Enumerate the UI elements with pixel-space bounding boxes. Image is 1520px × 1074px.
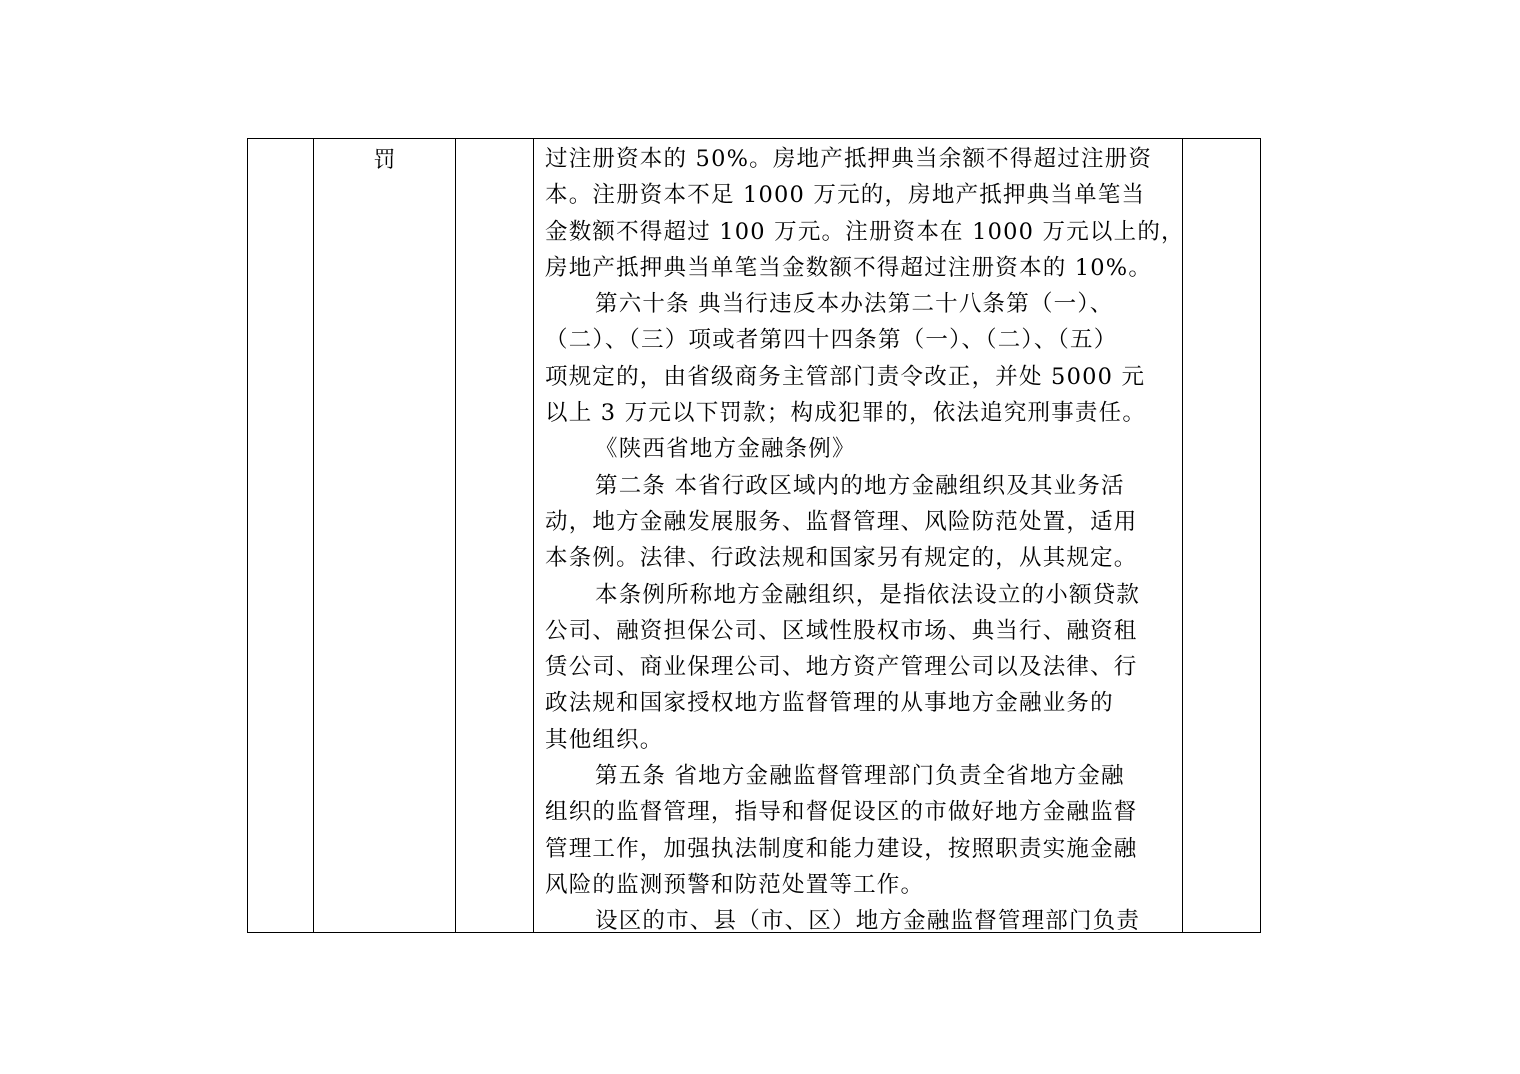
text-line: （二）、（三）项或者第四十四条第（一）、（二）、（五） xyxy=(545,327,1118,354)
legal-text-cell xyxy=(545,141,1185,940)
text-line: 房地产抵押典当单笔当金数额不得超过注册资本的 10%。 xyxy=(545,254,1153,281)
text-line: 赁公司、商业保理公司、地方资产管理公司以及法律、行 xyxy=(545,654,1138,681)
text-line: 动，地方金融发展服务、监督管理、风险防范处置，适用 xyxy=(545,508,1138,535)
text-line: 组织的监督管理，指导和督促设区的市做好地方金融监督 xyxy=(545,799,1138,826)
text-line: 管理工作，加强执法制度和能力建设，按照职责实施金融 xyxy=(545,835,1138,862)
text-line: 本条例。法律、行政法规和国家另有规定的，从其规定。 xyxy=(545,545,1138,572)
text-line: 金数额不得超过 100 万元。注册资本在 1000 万元以上的， xyxy=(545,218,1185,245)
text-line: 第五条 省地方金融监督管理部门负责全省地方金融 xyxy=(595,763,1125,790)
text-line: 《陕西省地方金融条例》 xyxy=(595,436,856,463)
text-line: 第六十条 典当行违反本办法第二十八条第（一）、 xyxy=(595,291,1114,318)
column-divider-1 xyxy=(313,139,314,932)
column-divider-2 xyxy=(455,139,456,932)
document-table xyxy=(247,138,1261,933)
text-line: 以上 3 万元以下罚款；构成犯罪的，依法追究刑事责任。 xyxy=(545,400,1147,427)
category-cell-text: 罚 xyxy=(373,148,396,173)
column-divider-3 xyxy=(533,139,534,932)
text-line: 第二条 本省行政区域内的地方金融组织及其业务活 xyxy=(595,472,1125,499)
text-line: 本。注册资本不足 1000 万元的，房地产抵押典当单笔当 xyxy=(545,182,1146,209)
text-line: 公司、融资担保公司、区域性股权市场、典当行、融资租 xyxy=(545,617,1138,644)
text-line: 过注册资本的 50%。房地产抵押典当余额不得超过注册资 xyxy=(545,146,1153,172)
text-line: 本条例所称地方金融组织，是指依法设立的小额贷款 xyxy=(595,581,1141,608)
column-divider-4 xyxy=(1182,139,1183,932)
text-line: 风险的监测预警和防范处置等工作。 xyxy=(545,871,925,898)
text-line: 其他组织。 xyxy=(545,726,664,753)
text-line: 项规定的，由省级商务主管部门责令改正，并处 5000 元 xyxy=(545,363,1146,390)
text-line: 政法规和国家授权地方监督管理的从事地方金融业务的 xyxy=(545,690,1114,717)
text-line: 设区的市、县（市、区）地方金融监督管理部门负责 xyxy=(595,908,1141,935)
